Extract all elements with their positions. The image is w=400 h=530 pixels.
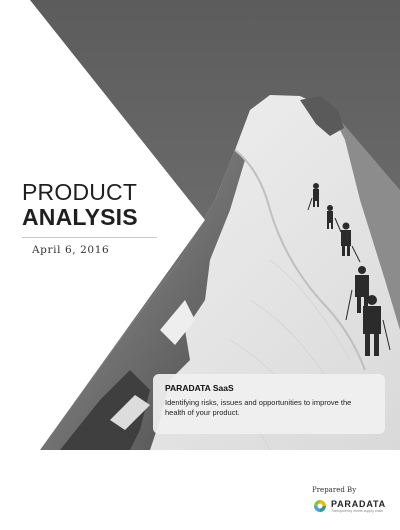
title-line-analysis: ANALYSIS [22, 204, 138, 230]
card-heading: PARADATA SaaS [165, 383, 234, 393]
logo-wordmark: PARADATA [331, 499, 386, 509]
title-block [22, 180, 182, 256]
paradata-logo-icon [313, 499, 327, 513]
paradata-logo [313, 497, 393, 515]
report-date: April 6, 2016 [32, 244, 110, 256]
title-divider [22, 237, 157, 238]
logo-tagline: Transparency meets supply chain [331, 509, 384, 513]
card-description: Identifying risks, issues and opportunities to improve the health of your product. [165, 398, 352, 417]
product-info-card [153, 374, 385, 434]
title-line-product: PRODUCT [22, 179, 138, 205]
prepared-by-label: Prepared By [312, 486, 357, 494]
